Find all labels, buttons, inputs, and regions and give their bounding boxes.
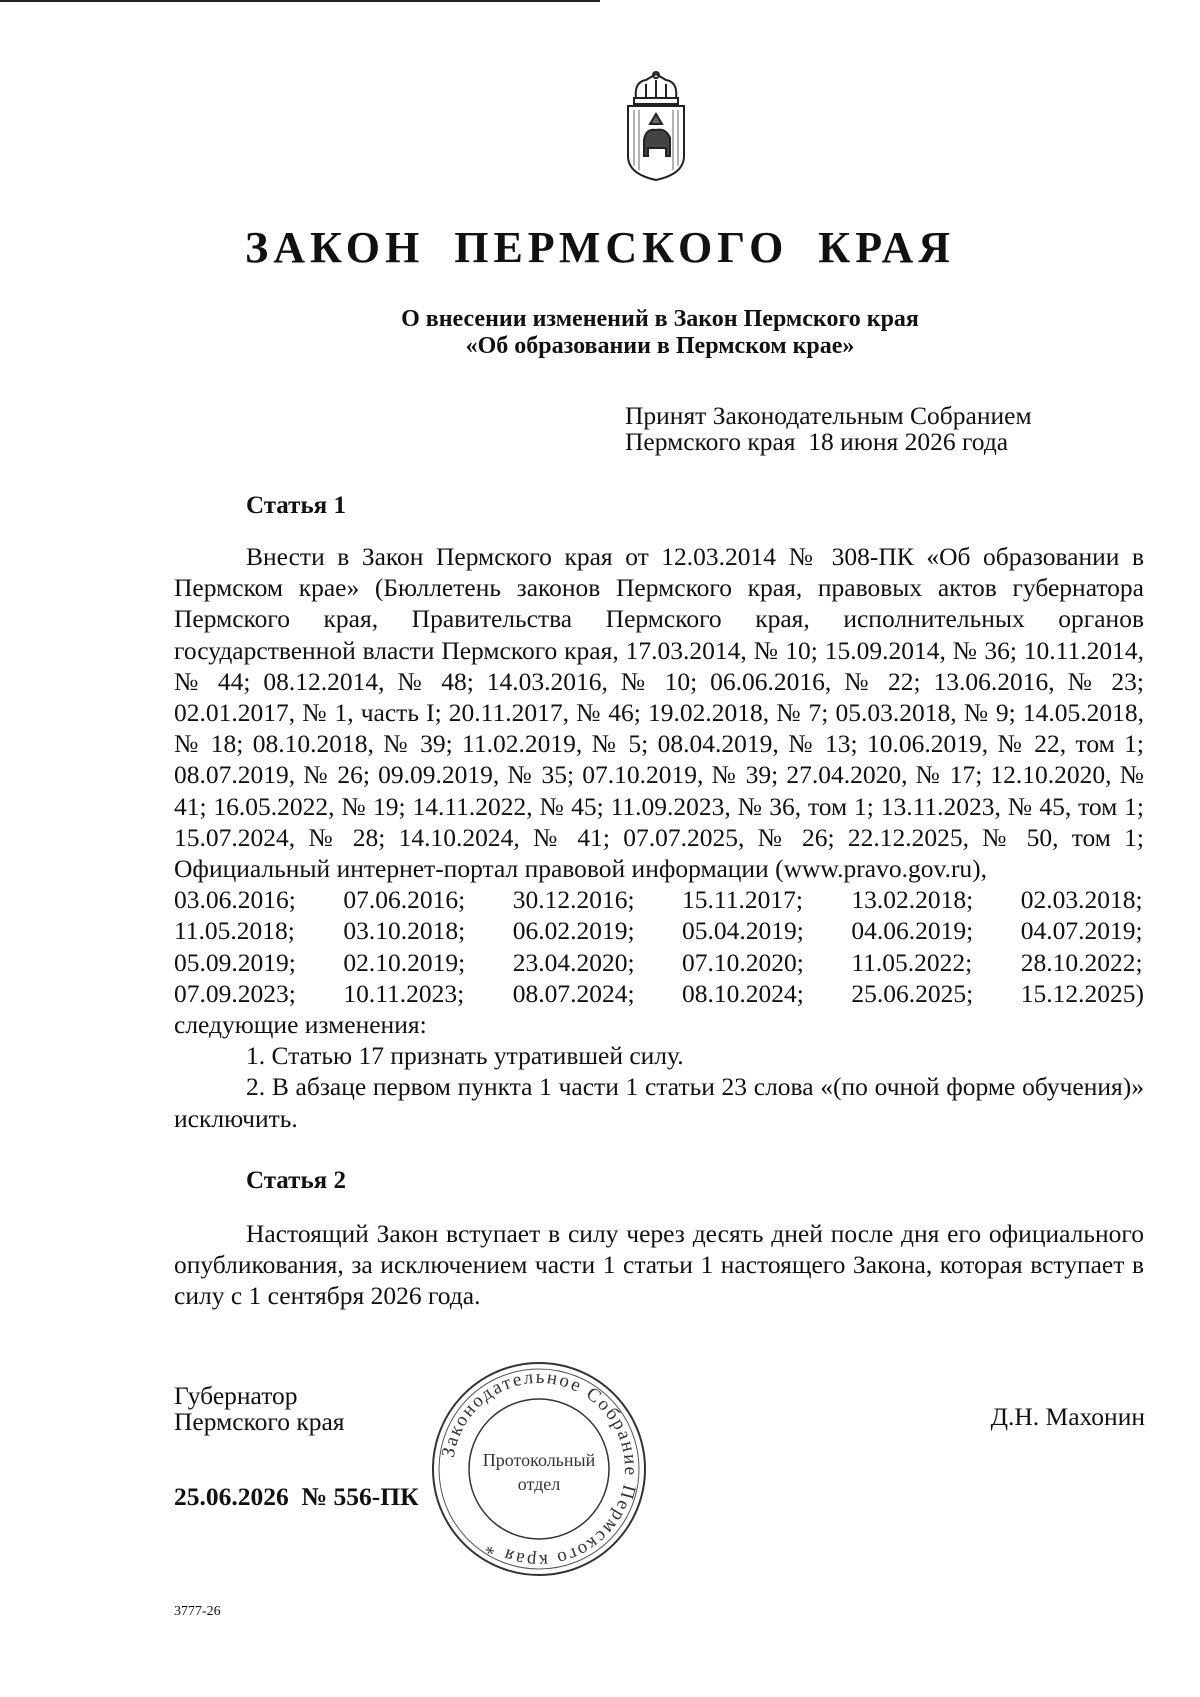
signatory-title <box>174 1383 345 1435</box>
stamp-center-line-2: отдел <box>517 1474 561 1494</box>
signatory-title-line-1: Губернатор <box>174 1381 298 1410</box>
portal-dates-grid <box>174 884 1144 1009</box>
adoption-line-2: Пермского края 18 июня 2026 года <box>625 427 1009 456</box>
scan-top-edge-line <box>0 0 600 2</box>
article-2-heading: Статья 2 <box>246 1167 346 1194</box>
portal-date: 07.10.2020; <box>682 947 804 977</box>
adoption-line-1: Принят Законодательным Собранием <box>625 401 1032 430</box>
portal-date: 30.12.2016; <box>512 885 635 915</box>
portal-date: 10.11.2023; <box>343 978 465 1008</box>
stamp-seal <box>428 1358 650 1580</box>
law-subtitle <box>0 306 1200 360</box>
article-1-heading: Статья 1 <box>246 492 346 519</box>
portal-date: 25.06.2025; <box>851 978 974 1008</box>
signatory-name: Д.Н. Махонин <box>990 1402 1145 1431</box>
portal-date: 05.04.2019; <box>682 916 804 946</box>
portal-date: 15.11.2017; <box>682 885 803 915</box>
article-2-text: Настоящий Закон вступает в силу через десять дней после дня его официального опубликования, за исключением части 1 статьи 1 настоящего Закона, которая вступает в силу с 1 сентября 2026 года. <box>174 1219 1144 1311</box>
portal-date: 11.05.2022; <box>851 947 973 977</box>
portal-date: 07.09.2023; <box>174 978 296 1008</box>
article-2-body <box>174 1218 1144 1312</box>
portal-date: 02.03.2018; <box>1020 885 1143 915</box>
article-1-body <box>174 541 1144 1134</box>
law-number: 25.06.2026 № 556-ПК <box>174 1482 419 1511</box>
subtitle-line-1: О внесении изменений в Закон Пермского края <box>401 306 919 332</box>
portal-date: 04.07.2019; <box>1020 916 1143 946</box>
stamp-ring-text: Законодательное Собрание Пермского края * <box>437 1366 642 1572</box>
article-1-intro: Внести в Закон Пермского края от 12.03.2014 № 308-ПК «Об образовании в Пермском крае» (Бюллетень законов Пермского края, правовых актов губернатора Пермского края, Правительства Пермского края, исполнительных органов государственной власти Пермского края, 17.03.2014, № 10; 15.09.2014, № 36; 10.11.2014, № 44; 08.12.2014, № 48; 14.03.2016, № 10; 06.06.2016, № 22; 13.06.2016, № 23; 02.01.2017, № 1, часть I; 20.11.2017, № 46; 19.02.2018, № 7; 05.03.2018, № 9; 14.05.2018, № 18; 08.10.2018, № 39; 11.02.2019, № 5; 08.04.2019, № 13; 10.06.2019, № 22, том 1; 08.07.2019, № 26; 09.09.2019, № 35; 07.10.2019, № 39; 27.04.2020, № 17; 12.10.2020, № 41; 16.05.2022, № 19; 14.11.2022, № 45; 11.09.2023, № 36, том 1; 13.11.2023, № 45, том 1; 15.07.2024, № 28; 14.10.2024, № 41; 07.07.2025, № 26; 22.12.2025, № 50, том 1; Официальный интернет-портал правовой информации (www.pravo.gov.ru), <box>174 542 1144 884</box>
portal-date: 11.05.2018; <box>174 916 295 946</box>
portal-date: 28.10.2022; <box>1020 947 1143 977</box>
stamp-center-line-1: Протокольный <box>482 1450 596 1470</box>
portal-date: 13.02.2018; <box>851 885 974 915</box>
portal-date: 08.10.2024; <box>682 978 804 1008</box>
portal-date: 05.09.2019; <box>174 947 296 977</box>
adoption-note <box>625 403 1032 455</box>
article-1-item-2: 2. В абзаце первом пункта 1 части 1 статьи 23 слова «(по очной форме обучения)» исключить. <box>174 1072 1144 1133</box>
portal-date: 15.12.2025) <box>1020 978 1144 1008</box>
portal-date: 04.06.2019; <box>851 916 974 946</box>
subtitle-line-2: «Об образовании в Пермском крае» <box>465 333 855 359</box>
portal-date: 07.06.2016; <box>343 885 466 915</box>
portal-date: 06.02.2019; <box>512 916 635 946</box>
perm-krai-coat-of-arms-icon <box>620 70 692 182</box>
portal-date: 23.04.2020; <box>512 947 635 977</box>
changes-intro: следующие изменения: <box>174 1010 427 1040</box>
law-title: ЗАКОН ПЕРМСКОГО КРАЯ <box>244 223 956 272</box>
portal-date: 03.06.2016; <box>174 885 296 915</box>
document-code: 3777-26 <box>174 1604 221 1619</box>
article-1-item-1: 1. Статью 17 признать утратившей силу. <box>246 1041 684 1071</box>
portal-date: 02.10.2019; <box>343 947 466 977</box>
portal-date: 08.07.2024; <box>512 978 635 1008</box>
signatory-title-line-2: Пермского края <box>174 1407 345 1436</box>
portal-date: 03.10.2018; <box>343 916 466 946</box>
